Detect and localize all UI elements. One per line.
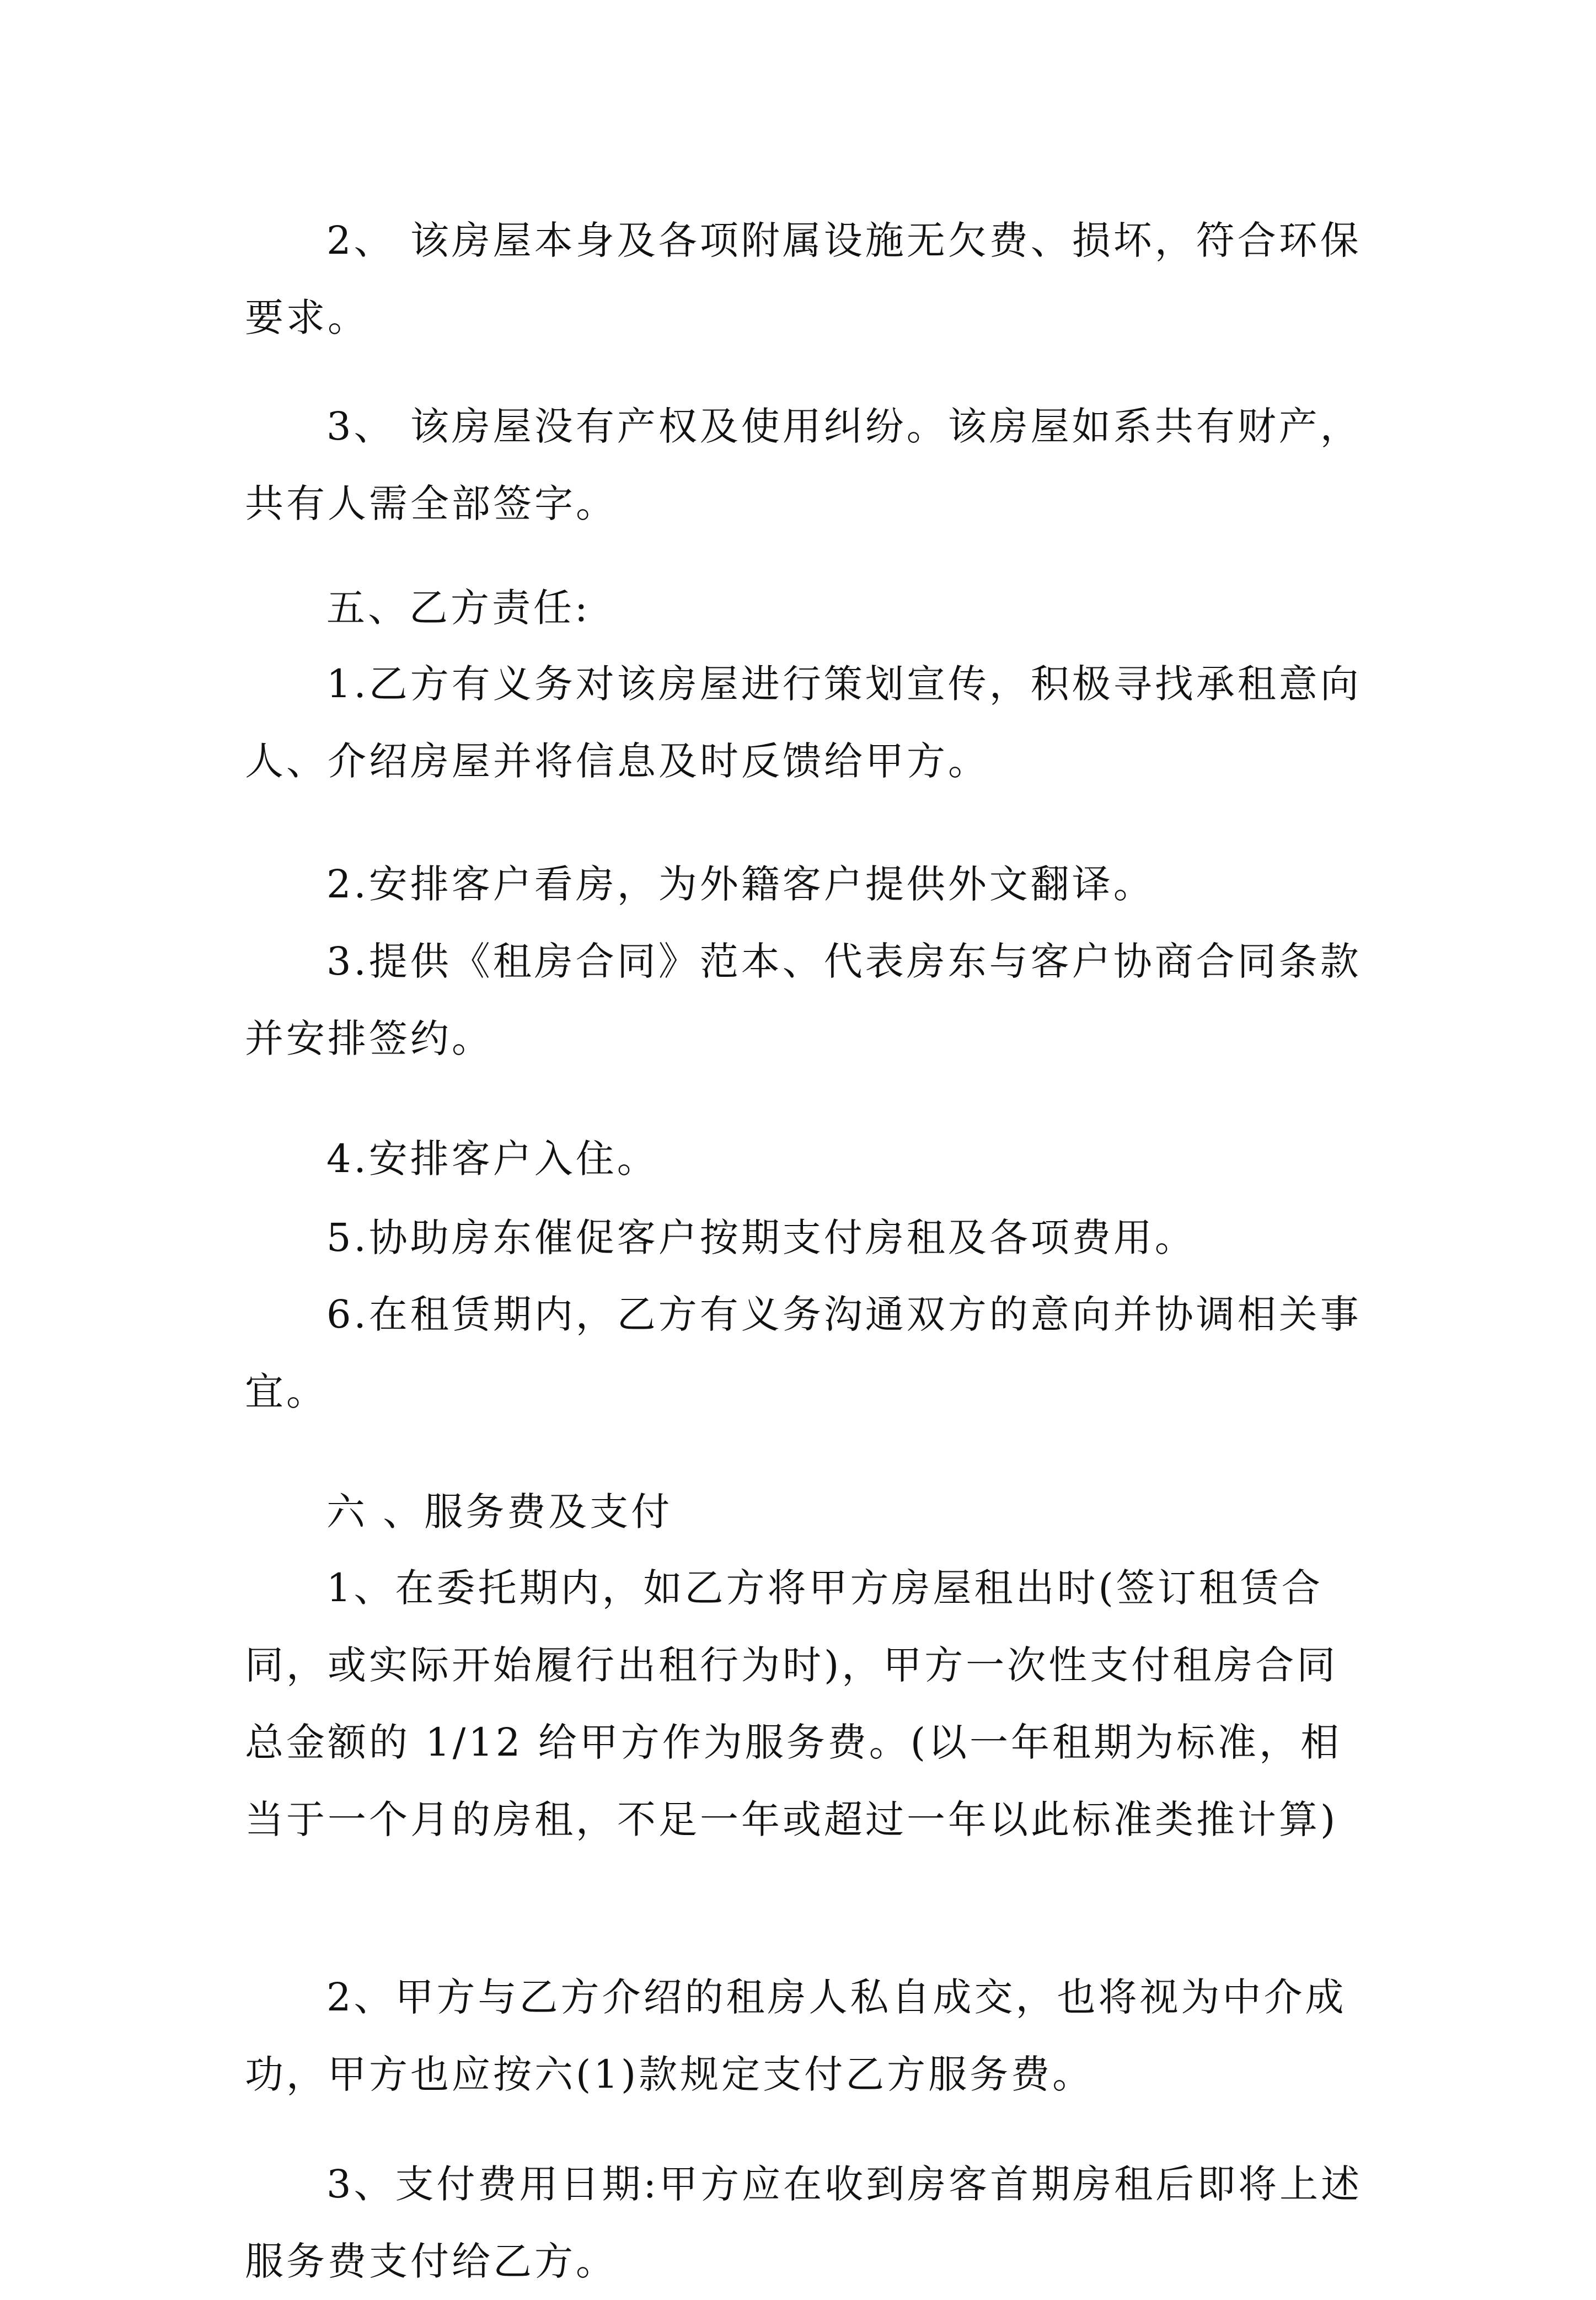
clause-6-1: 1、在委托期内，如乙方将甲方房屋租出时(签订租赁合同，或实际开始履行出租行为时)，甲方一次性支付租房合同总金额的 1/12 给甲方作为服务费。(以一年租期为标准，相当于一个月的房租，不足一年或超过一年以此标准类推计算) (245, 1565, 1342, 1842)
clause-6-3: 3、支付费用日期:甲方应在收到房客首期房租后即将上述服务费支付给乙方。 (245, 2162, 1363, 2284)
clause-5-4: 4.安排客户入住。 (326, 1136, 658, 1181)
clause-5-3: 3.提供《租房合同》范本、代表房东与客户协商合同条款并安排签约。 (245, 939, 1362, 1061)
clause-5-2: 2.安排客户看房，为外籍客户提供外文翻译。 (326, 862, 1155, 907)
clause-6-2: 2、甲方与乙方介绍的租房人私自成交，也将视为中介成功，甲方也应按六(1)款规定支付乙方服务费。 (245, 1975, 1347, 2097)
section-6-heading: 六 、服务费及支付 (326, 1489, 673, 1534)
clause-4-2: 2、 该房屋本身及各项附属设施无欠费、损坏，符合环保要求。 (245, 218, 1362, 340)
clause-5-6: 6.在租赁期内，乙方有义务沟通双方的意向并协调相关事宜。 (245, 1292, 1362, 1414)
section-5-heading: 五、乙方责任: (326, 585, 591, 630)
clause-5-1: 1.乙方有义务对该房屋进行策划宣传，积极寻找承租意向人、介绍房屋并将信息及时反馈给甲方。 (245, 661, 1362, 784)
clause-4-3: 3、 该房屋没有产权及使用纠纷。该房屋如系共有财产，共有人需全部签字。 (245, 404, 1362, 526)
clause-5-5: 5.协助房东催促客户按期支付房租及各项费用。 (326, 1215, 1196, 1260)
